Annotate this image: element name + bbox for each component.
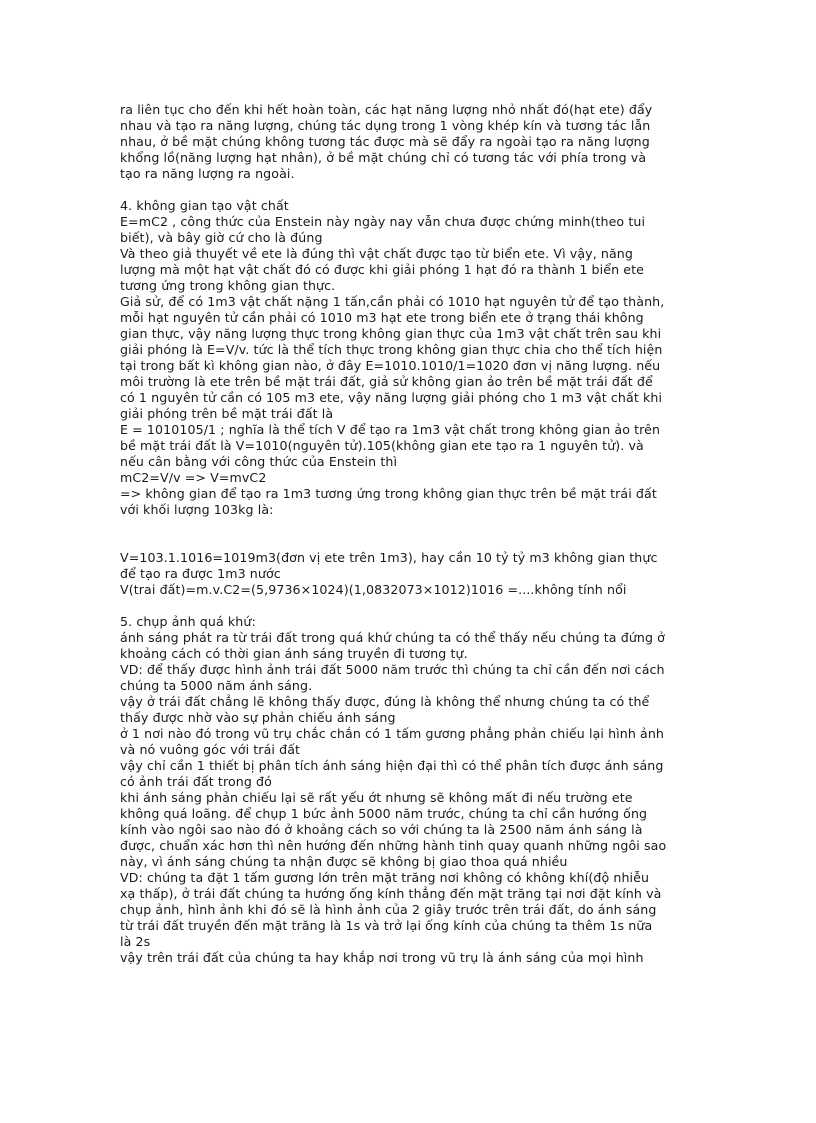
document-body (120, 102, 705, 966)
text-line: vậy ở trái đất chẳng lẽ không thấy được, đúng là không thể nhưng chúng ta có thể (120, 694, 650, 709)
text-line: kính vào ngôi sao nào đó ở khoảng cách so với chúng ta là 2500 năm ánh sáng là (120, 822, 643, 837)
blank-line (120, 598, 705, 614)
text-line: VD: chúng ta đặt 1 tấm gương lớn trên mặt trăng nơi không có không khí(độ nhiễu (120, 870, 650, 885)
blank-line (120, 534, 705, 550)
text-line: mC2=V/v => V=mvC2 (120, 470, 267, 485)
text-line: => không gian để tạo ra 1m3 tương ứng trong không gian thực trên bề mặt trái đất (120, 486, 657, 501)
text-line: giải phóng là E=V/v. tức là thể tích thực trong không gian thực chia cho thể tích hiện (120, 342, 663, 357)
text-line: từ trái đất truyền đến mặt trăng là 1s và trở lại ống kính của chúng ta thêm 1s nữa (120, 918, 653, 933)
text-line: chụp ảnh, hình ảnh khi đó sẽ là hình ảnh của 2 giây trước trên trái đất, do ánh sáng (120, 902, 657, 917)
text-line: có ảnh trái đất trong đó (120, 774, 272, 789)
text-line: là 2s (120, 934, 151, 949)
text-line: V(trai đất)=m.v.C2=(5,9736×1024)(1,0832073×1012)1016 =....không tính nổi (120, 582, 627, 597)
text-line: nhau, ở bề mặt chúng không tương tác được mà sẽ đẩy ra ngoài tạo ra năng lượng (120, 134, 650, 149)
text-line: E=mC2 , công thức của Enstein này ngày nay vẫn chưa được chứng minh(theo tui (120, 214, 646, 229)
text-line: 5. chụp ảnh quá khứ: (120, 614, 256, 629)
text-line: ở 1 nơi nào đó trong vũ trụ chắc chắn có 1 tấm gương phẳng phản chiếu lại hình ảnh (120, 726, 665, 741)
text-line: 4. không gian tạo vật chất (120, 198, 289, 213)
text-line: Giả sử, để có 1m3 vật chất nặng 1 tấn,cần phải có 1010 hạt nguyên tử để tạo thành, (120, 294, 665, 309)
text-line: E = 1010105/1 ; nghĩa là thể tích V để tạo ra 1m3 vật chất trong không gian ảo trên (120, 422, 661, 437)
text-line: VD: để thấy được hình ảnh trái đất 5000 năm trước thì chúng ta chỉ cần đến nơi cách (120, 662, 665, 677)
text-line: thấy được nhờ vào sự phản chiếu ánh sáng (120, 710, 396, 725)
text-line: khoảng cách có thời gian ánh sáng truyền đi tương tự. (120, 646, 468, 661)
text-line: Và theo giả thuyết về ete là đúng thì vật chất được tạo từ biển ete. Vì vậy, năng (120, 246, 633, 261)
text-line: khi ánh sáng phản chiếu lại sẽ rất yếu ớt nhưng sẽ không mất đi nếu trường ete (120, 790, 633, 805)
text-line: môi trường là ete trên bề mặt trái đất, giả sử không gian ảo trên bề mặt trái đất để (120, 374, 653, 389)
text-line: tại trong bất kì không gian nào, ở đây E=1010.1010/1=1020 đơn vị năng lượng. nếu (120, 358, 661, 373)
text-line: nhau và tạo ra năng lượng, chúng tác dụng trong 1 vòng khép kín và tương tác lẫn (120, 118, 651, 133)
blank-line (120, 518, 705, 534)
text-line: ánh sáng phát ra từ trái đất trong quá khứ chúng ta có thể thấy nếu chúng ta đứng ở (120, 630, 665, 645)
blank-line (120, 182, 705, 198)
text-line: để tạo ra được 1m3 nước (120, 566, 281, 581)
text-line: này, vì ánh sáng chúng ta nhận được sẽ không bị giao thoa quá nhiều (120, 854, 568, 869)
text-line: chúng ta 5000 năm ánh sáng. (120, 678, 313, 693)
text-line: vậy trên trái đất của chúng ta hay khắp nơi trong vũ trụ là ánh sáng của mọi hình (120, 950, 644, 965)
text-line: không quá loãng. để chụp 1 bức ảnh 5000 năm trước, chúng ta chỉ cần hướng ống (120, 806, 648, 821)
text-line: nếu cân bằng với công thức của Enstein thì (120, 454, 398, 469)
text-line: bề mặt trái đất là V=1010(nguyên tử).105(không gian ete tạo ra 1 nguyên tử). và (120, 438, 644, 453)
text-line: vậy chỉ cần 1 thiết bị phân tích ánh sáng hiện đại thì có thể phân tích được ánh sáng (120, 758, 664, 773)
text-line: với khối lượng 103kg là: (120, 502, 274, 517)
text-line: mỗi hạt nguyên tử cần phải có 1010 m3 hạt ete trong biển ete ở trạng thái không (120, 310, 644, 325)
text-line: biết), và bây giờ cứ cho là đúng (120, 230, 323, 245)
text-line: ra liên tục cho đến khi hết hoàn toàn, các hạt năng lượng nhỏ nhất đó(hạt ete) đẩy (120, 102, 653, 117)
text-line: gian thực, vậy năng lượng thực trong không gian thực của 1m3 vật chất trên sau khi (120, 326, 662, 341)
text-line: V=103.1.1016=1019m3(đơn vị ete trên 1m3), hay cần 10 tỷ tỷ m3 không gian thực (120, 550, 658, 565)
text-line: lượng mà một hạt vật chất đó có được khi giải phóng 1 hạt đó ra thành 1 biển ete (120, 262, 645, 277)
text-line: giải phóng trên bề mặt trái đất là (120, 406, 334, 421)
text-line: tạo ra năng lượng ra ngoài. (120, 166, 295, 181)
text-line: khổng lồ(năng lượng hạt nhân), ở bề mặt chúng chỉ có tương tác với phía trong và (120, 150, 647, 165)
text-line: và nó vuông góc với trái đất (120, 742, 301, 757)
text-line: có 1 nguyên tử cần có 105 m3 ete, vậy năng lượng giải phóng cho 1 m3 vật chất khi (120, 390, 663, 405)
text-line: được, chuẩn xác hơn thì nên hướng đến những hành tinh quay quanh những ngôi sao (120, 838, 667, 853)
text-line: xạ thấp), ở trái đất chúng ta hướng ống kính thẳng đến mặt trăng tại nơi đặt kính và (120, 886, 662, 901)
text-line: tương ứng trong không gian thực. (120, 278, 336, 293)
